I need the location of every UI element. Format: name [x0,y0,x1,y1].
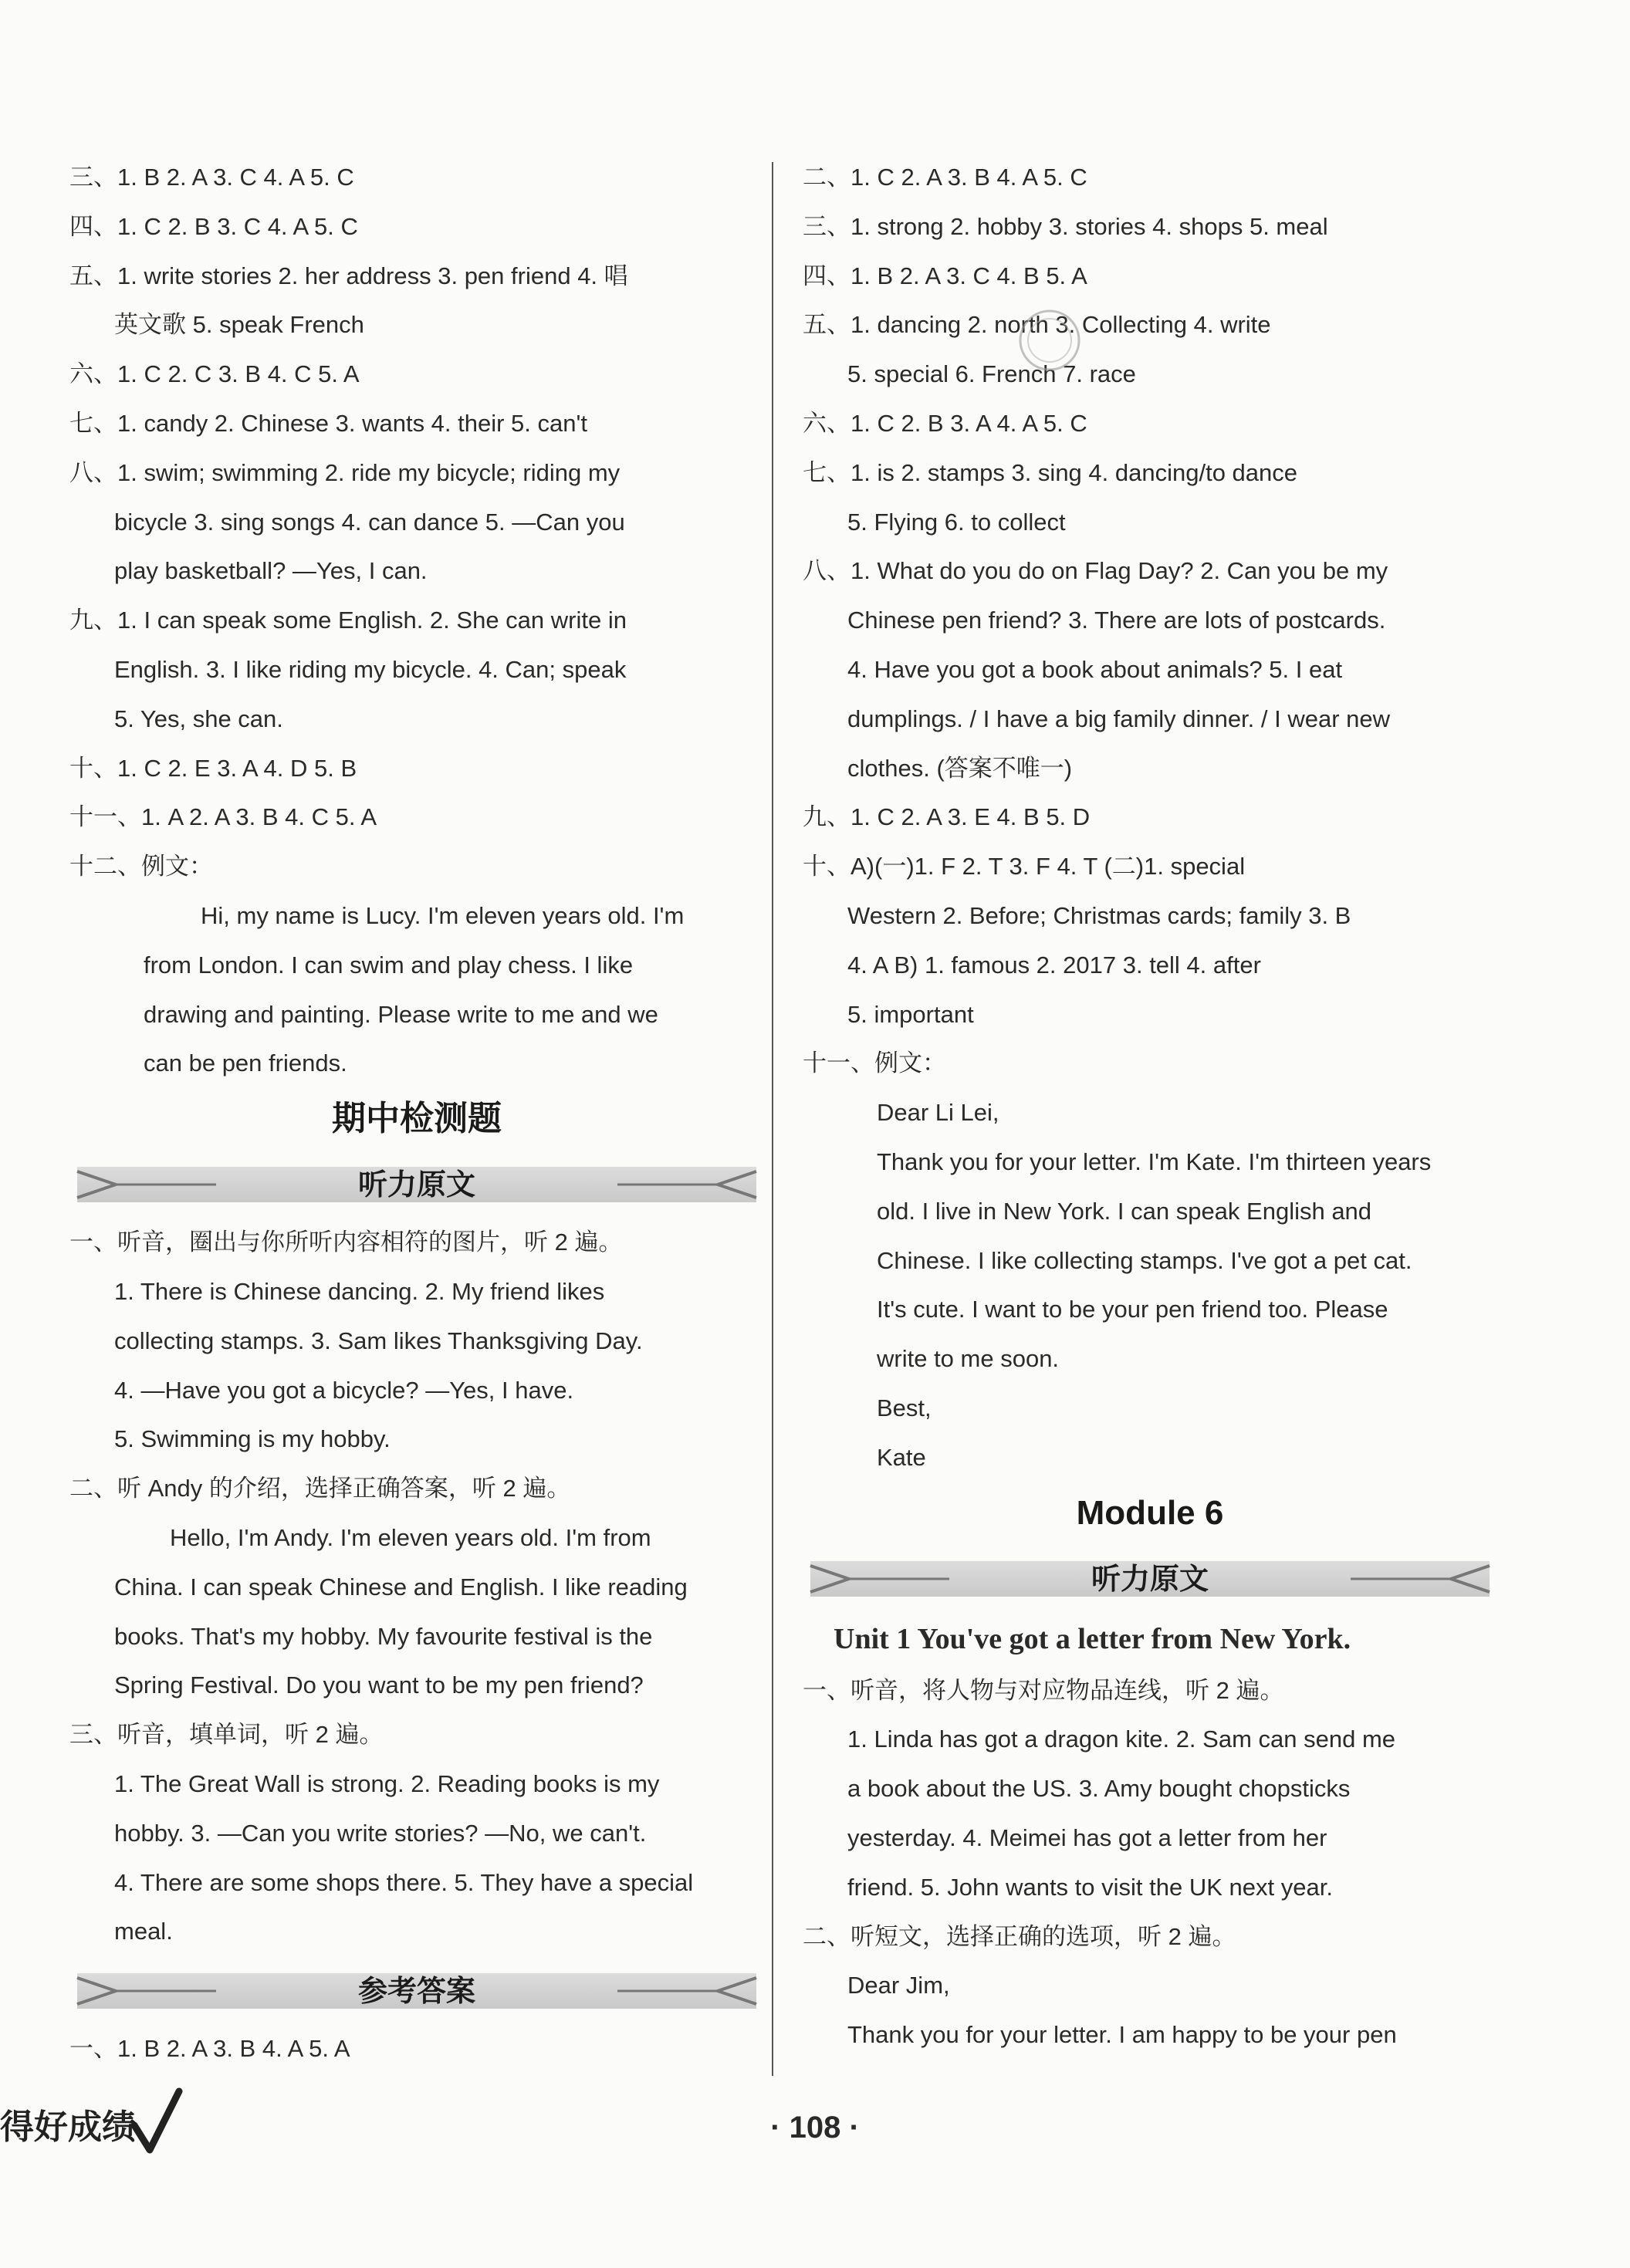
listening-banner [69,1156,764,1213]
unit-title: Unit 1 You've got a letter from New York. [834,1622,1351,1655]
answer-line: 七、1. candy 2. Chinese 3. wants 4. their 5. can't [69,409,588,437]
letter-line: It's cute. I want to be your pen friend too. Please [877,1296,1388,1323]
answer-line: 十一、1. A 2. A 3. B 4. C 5. A [69,803,377,831]
banner-text: 参考答案 [357,1974,475,2009]
transcript-line: Thank you for your letter. I am happy to be your pen [847,2021,1397,2049]
answer-line: 十一、例文： [803,1049,946,1077]
answer-line: 六、1. C 2. C 3. B 4. C 5. A [69,360,360,388]
transcript-line: books. That's my hobby. My favourite festival is the [114,1622,653,1650]
transcript-line: yesterday. 4. Meimei has got a letter from her [847,1824,1327,1851]
answer-line: 十、1. C 2. E 3. A 4. D 5. B [69,754,357,782]
letter-line: Best, [877,1394,932,1421]
answer-line: 5. important [847,1000,974,1028]
answer-line: dumplings. / I have a big family dinner. / I wear new [847,705,1391,732]
transcript-line: 1. The Great Wall is strong. 2. Reading books is my [114,1769,660,1797]
answer-line: Chinese pen friend? 3. There are lots of postcards. [847,607,1386,634]
letter-line: Thank you for your letter. I'm Kate. I'm thirteen years [877,1148,1432,1175]
listening-banner [803,1550,1497,1607]
page-number: · 108 · [770,2111,860,2145]
transcript-line: 5. Swimming is my hobby. [114,1425,391,1453]
question-heading: 一、听音，将人物与对应物品连线，听 2 遍。 [803,1676,1284,1704]
essay-line: can be pen friends. [144,1049,347,1077]
essay-line: from London. I can swim and play chess. I like [144,951,634,979]
essay-line: Hi, my name is Lucy. I'm eleven years old. I'm [201,901,685,929]
answer-line: 四、1. C 2. B 3. C 4. A 5. C [69,212,358,240]
answer-line: play basketball? —Yes, I can. [114,557,428,585]
letter-line: Chinese. I like collecting stamps. I've got a pet cat. [877,1246,1412,1274]
module-title: Module 6 [1076,1493,1224,1532]
left-column [69,153,764,2074]
answer-line: 英文歌 5. speak French [114,311,364,339]
transcript-line: 1. Linda has got a dragon kite. 2. Sam can send me [847,1726,1396,1753]
answer-line: 七、1. is 2. stamps 3. sing 4. dancing/to dance [803,458,1298,486]
right-column [803,153,1497,2060]
transcript-line: Spring Festival. Do you want to be my pen friend? [114,1671,644,1699]
answers-banner [69,1962,764,2020]
question-heading: 三、听音，填单词，听 2 遍。 [69,1721,384,1749]
transcript-line: China. I can speak Chinese and English. I like reading [114,1573,688,1600]
transcript-line: 1. There is Chinese dancing. 2. My friend likes [114,1277,605,1305]
answer-line: 一、1. B 2. A 3. B 4. A 5. A [69,2035,350,2063]
transcript-line: Hello, I'm Andy. I'm eleven years old. I'm from [170,1523,651,1551]
answer-line: Western 2. Before; Christmas cards; family 3. B [847,901,1351,929]
transcript-line: a book about the US. 3. Amy bought chopsticks [847,1775,1351,1803]
answer-line: 4. Have you got a book about animals? 5. I eat [847,655,1343,683]
answer-line: clothes. (答案不唯一) [847,754,1073,782]
answer-line: 五、1. write stories 2. her address 3. pen friend 4. 唱 [69,262,628,289]
answer-line: 三、1. B 2. A 3. C 4. A 5. C [69,164,354,191]
brand-logo: 得好成绩 [0,2107,136,2147]
midterm-title: 期中检测题 [332,1099,502,1139]
banner-text: 听力原文 [357,1168,475,1202]
essay-line: drawing and painting. Please write to me and we [144,1000,658,1028]
question-heading: 二、听 Andy 的介绍，选择正确答案，听 2 遍。 [69,1475,571,1502]
transcript-line: friend. 5. John wants to visit the UK next year. [847,1873,1333,1901]
letter-line: Dear Li Lei, [877,1099,999,1127]
letter-line: Kate [877,1443,926,1471]
answer-line: bicycle 3. sing songs 4. can dance 5. —Can you [114,508,625,536]
transcript-line: collecting stamps. 3. Sam likes Thanksgiving Day. [114,1327,643,1354]
question-heading: 一、听音，圈出与你所听内容相符的图片，听 2 遍。 [69,1229,623,1256]
stamp-icon [1015,306,1084,375]
answer-line: 九、1. I can speak some English. 2. She can write in [69,607,627,634]
banner-text: 听力原文 [1091,1561,1209,1596]
column-divider [772,162,773,2076]
answer-line: 八、1. What do you do on Flag Day? 2. Can you be my [803,557,1388,585]
answer-line: 八、1. swim; swimming 2. ride my bicycle; riding my [69,458,621,486]
answer-line: 五、1. dancing 2. north 3. Collecting 4. write [803,311,1271,339]
answer-line: 三、1. strong 2. hobby 3. stories 4. shops 5. meal [803,212,1328,240]
transcript-line: Dear Jim, [847,1972,950,1999]
answer-line: 二、1. C 2. A 3. B 4. A 5. C [803,164,1087,191]
answer-line: 5. Flying 6. to collect [847,508,1066,536]
transcript-line: meal. [114,1918,173,1945]
answer-line: 5. Yes, she can. [114,705,283,732]
answer-line: 四、1. B 2. A 3. C 4. B 5. A [803,262,1087,289]
question-heading: 二、听短文，选择正确的选项，听 2 遍。 [803,1922,1236,1950]
answer-line: 5. special 6. French 7. race [847,360,1136,388]
transcript-line: 4. —Have you got a bicycle? —Yes, I have. [114,1376,574,1404]
answer-line: 十二、例文： [69,853,213,880]
answer-line: 六、1. C 2. B 3. A 4. A 5. C [803,409,1087,437]
transcript-line: 4. There are some shops there. 5. They have a special [114,1868,694,1896]
answer-line: English. 3. I like riding my bicycle. 4. Can; speak [114,655,627,683]
answer-line: 十、A)(一)1. F 2. T 3. F 4. T (二)1. special [803,853,1246,880]
answer-line: 九、1. C 2. A 3. E 4. B 5. D [803,803,1091,831]
letter-line: old. I live in New York. I can speak English and [877,1197,1372,1225]
letter-line: write to me soon. [877,1345,1060,1373]
transcript-line: hobby. 3. —Can you write stories? —No, we can't. [114,1819,647,1847]
answer-line: 4. A B) 1. famous 2. 2017 3. tell 4. after [847,951,1261,979]
